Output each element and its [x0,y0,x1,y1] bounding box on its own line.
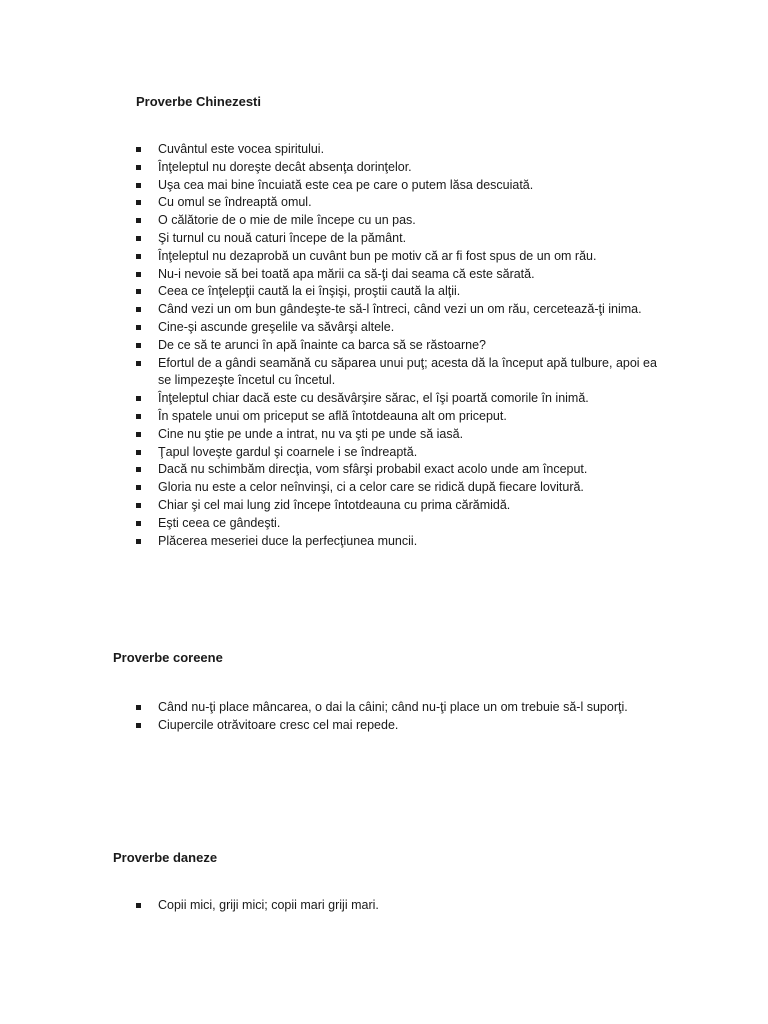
square-bullet-icon [136,396,141,401]
proverb-text: Plăcerea meseriei duce la perfecţiunea muncii. [158,533,418,548]
proverb-text: Copii mici, griji mici; copii mari griji mari. [158,898,379,912]
square-bullet-icon [136,485,141,490]
square-bullet-icon [136,147,141,152]
list-item [136,319,666,337]
list-item [136,479,666,497]
list-item [136,283,666,301]
square-bullet-icon [136,343,141,348]
square-bullet-icon [136,165,141,170]
proverb-text: Ciupercile otrăvitoare cresc cel mai repede. [158,717,399,732]
proverb-text: Dacă nu schimbăm direcţia, vom sfârşi probabil exact acolo unde am început. [158,462,588,477]
list-item [136,408,666,426]
list-item [136,699,636,717]
list-item [136,444,666,462]
proverb-text: Şi turnul cu nouă caturi începe de la pământ. [158,230,407,245]
proverb-text: Ceea ce înţelepţii caută la ei înşişi, proştii caută la alţii. [158,284,461,299]
square-bullet-icon [136,361,141,366]
square-bullet-icon [136,325,141,330]
proverb-text: Când vezi un om bun gândeşte-te să-l întreci, când vezi un om rău, cercetează-ţi inima. [158,302,642,317]
proverb-text: Ţapul loveşte gardul şi coarnele i se îndreaptă. [158,444,418,459]
section-heading-chinese: Proverbe Chinezesti [136,94,261,109]
section-heading-korean: Proverbe coreene [113,650,223,665]
proverb-text: Cine nu ştie pe unde a intrat, nu va şti pe unde să iasă. [158,426,464,441]
proverb-text: Înţeleptul nu doreşte decât absenţa dorinţelor. [158,159,412,174]
proverb-text: De ce să te arunci în apă înainte ca barca să se răstoarne? [158,337,486,352]
list-item [136,177,666,195]
proverb-text: Eşti ceea ce gândeşti. [158,515,281,530]
square-bullet-icon [136,236,141,241]
list-item [136,301,666,319]
proverb-text: Când nu-ţi place mâncarea, o dai la câini; când nu-ţi place un om trebuie să-l suporţi. [158,700,628,714]
list-item [136,159,666,177]
proverb-text: Gloria nu este a celor neînvinşi, ci a celor care se ridică după fiecare lovitură. [158,480,584,495]
proverb-text: Cuvântul este vocea spiritului. [158,142,325,156]
list-item [136,266,666,284]
list-item [136,497,666,515]
list-item [136,141,666,159]
list-item [136,248,666,266]
square-bullet-icon [136,705,141,710]
section-heading-danish: Proverbe daneze [113,850,218,865]
list-item [136,212,666,230]
proverb-text: Înţeleptul nu dezaprobă un cuvânt bun pe motiv că ar fi fost spus de un om rău. [158,248,597,263]
list-item [136,426,666,444]
square-bullet-icon [136,289,141,294]
square-bullet-icon [136,467,141,472]
square-bullet-icon [136,307,141,312]
list-item [136,337,666,355]
list-item [136,461,666,479]
square-bullet-icon [136,450,141,455]
square-bullet-icon [136,723,141,728]
proverb-list-chinese [136,141,666,550]
list-item [136,194,666,212]
list-item [136,390,666,408]
proverb-text: Cine-şi ascunde greşelile va săvârşi altele. [158,319,395,334]
proverb-text: În spatele unui om priceput se află întotdeauna alt om priceput. [158,408,507,423]
square-bullet-icon [136,432,141,437]
list-item [136,515,666,533]
proverb-text: Cu omul se îndreaptă omul. [158,195,312,210]
square-bullet-icon [136,503,141,508]
list-item [136,230,666,248]
list-item [136,717,636,735]
proverb-text: O călătorie de o mie de mile începe cu un pas. [158,213,416,228]
square-bullet-icon [136,272,141,277]
square-bullet-icon [136,218,141,223]
proverb-text: Chiar şi cel mai lung zid începe întotdeauna cu prima cărămidă. [158,497,511,512]
square-bullet-icon [136,903,141,908]
list-item [136,897,636,915]
square-bullet-icon [136,254,141,259]
square-bullet-icon [136,200,141,205]
proverb-text: Uşa cea mai bine încuiată este cea pe care o putem lăsa descuiată. [158,177,534,192]
square-bullet-icon [136,183,141,188]
proverb-text: Nu-i nevoie să bei toată apa mării ca să-ţi dai seama că este sărată. [158,266,535,281]
square-bullet-icon [136,539,141,544]
list-item [136,533,666,551]
proverb-list-danish [136,897,636,915]
proverb-text: Înţeleptul chiar dacă este cu desăvârşire sărac, el îşi poartă comorile în inimă. [158,391,589,406]
list-item [136,355,666,391]
proverb-list-korean [136,699,636,735]
square-bullet-icon [136,521,141,526]
proverb-text: Efortul de a gândi seamănă cu săparea unui puţ; acesta dă la început apă tulbure, apoi ea se limpezeşte încetul cu încetul. [158,355,657,388]
square-bullet-icon [136,414,141,419]
